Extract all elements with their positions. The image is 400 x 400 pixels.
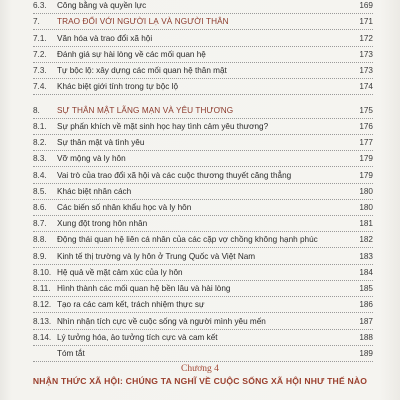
toc-entry	[0, 0, 400, 14]
toc-page: 176	[359, 122, 373, 131]
toc-page: 180	[359, 187, 373, 196]
toc-entry	[0, 249, 400, 265]
toc-page: 181	[359, 219, 373, 228]
toc-number: 8.3.	[33, 154, 47, 163]
toc-number: 7.4.	[33, 82, 47, 91]
toc-title: Động thái quan hệ liên cá nhân của các cặp vợ chồng không hạnh phúc	[57, 235, 318, 244]
toc-title: Đánh giá sự hài lòng về các mối quan hệ	[57, 50, 206, 59]
dotted-rule	[33, 247, 373, 248]
toc-title: Vỡ mộng và ly hôn	[57, 154, 126, 163]
toc-title: Tạo ra các cam kết, trách nhiệm thực sự	[57, 300, 205, 309]
chapter-heading	[0, 364, 400, 386]
toc-title: Tóm tắt	[57, 349, 85, 358]
toc-page: 175	[359, 106, 373, 115]
toc-title: Văn hóa và trao đổi xã hội	[57, 34, 153, 43]
toc-entry	[0, 14, 400, 30]
toc-number: 8.14.	[33, 333, 52, 342]
toc-page: 183	[359, 252, 373, 261]
toc-number: 6.3.	[33, 1, 47, 10]
toc-title: Kinh tế thị trường và ly hôn ở Trung Quốc và Việt Nam	[57, 252, 256, 261]
toc-number: 8.12.	[33, 300, 52, 309]
toc-title: Tự bộc lộ: xây dựng các mối quan hệ thân mật	[57, 66, 227, 75]
toc-entry	[0, 265, 400, 281]
toc-page: 173	[359, 50, 373, 59]
toc-entry	[0, 79, 400, 95]
toc-number: 8.5.	[33, 187, 47, 196]
toc-title: Xung đột trong hôn nhân	[57, 219, 148, 228]
toc-title: Sự phấn khích về mặt sinh học hay tình cảm yêu thương?	[57, 122, 269, 131]
toc-title: Khác biệt nhân cách	[57, 187, 132, 196]
toc-number: 8.9.	[33, 252, 47, 261]
dotted-rule	[33, 94, 373, 95]
toc-entry	[0, 119, 400, 135]
toc-entry	[0, 200, 400, 216]
toc-title: TRAO ĐỔI VỚI NGƯỜI LẠ VÀ NGƯỜI THÂN	[57, 17, 229, 26]
toc-page: 179	[359, 171, 373, 180]
toc-number: 8.11.	[33, 284, 51, 293]
toc-number: 7.1.	[33, 34, 47, 43]
toc-title: Vai trò của trao đổi xã hội và các cuộc thương thuyết căng thẳng	[57, 171, 292, 180]
toc-title: Nhìn nhận tích cực về cuộc sống và người mình yêu mến	[57, 317, 266, 326]
toc-page: 182	[359, 235, 373, 244]
toc-number: 7.2.	[33, 50, 47, 59]
toc-number: 8.8.	[33, 235, 47, 244]
toc-page: 172	[359, 34, 373, 43]
toc-number: 7.3.	[33, 66, 47, 75]
toc-page: 186	[359, 300, 373, 309]
toc-entry	[0, 184, 400, 200]
toc-entry	[0, 31, 400, 47]
toc-title: Lý tưởng hóa, ảo tưởng tích cực và cam kết	[57, 333, 218, 342]
chapter-label: Chương 4	[181, 364, 219, 374]
toc-title: Hệ quả về mặt cảm xúc của ly hôn	[57, 268, 183, 277]
toc-entry	[0, 103, 400, 119]
chapter-title: NHẬN THỨC XÃ HỘI: CHÚNG TA NGHĨ VỀ CUỘC SỐNG XÃ HỘI NHƯ THẾ NÀO	[32, 376, 368, 386]
toc-entry	[0, 232, 400, 248]
toc-entry	[0, 151, 400, 167]
toc-entry	[0, 168, 400, 184]
toc-number: 8.13.	[33, 317, 52, 326]
toc-page: 171	[359, 17, 373, 26]
toc-title: Sự thân mật và tình yêu	[57, 138, 145, 147]
dotted-rule	[33, 361, 373, 362]
dotted-rule	[33, 29, 373, 30]
toc-page: 173	[359, 66, 373, 75]
toc-page: 180	[359, 203, 373, 212]
toc-title: Các biến số nhân khẩu học và ly hôn	[57, 203, 192, 212]
dotted-rule	[33, 166, 373, 167]
toc-entry	[0, 135, 400, 151]
dotted-rule	[33, 312, 373, 313]
toc-number: 8.10.	[33, 268, 52, 277]
toc-entry	[0, 346, 400, 362]
toc-entry	[0, 63, 400, 79]
toc-title: Công bằng và quyền lực	[57, 1, 147, 10]
toc-page: 185	[359, 284, 373, 293]
toc-page: 174	[359, 82, 373, 91]
toc-page: 169	[359, 1, 373, 10]
toc-page: 184	[359, 268, 373, 277]
toc-entry	[0, 216, 400, 232]
toc-page: 177	[359, 138, 373, 147]
toc-number: 8.7.	[33, 219, 47, 228]
toc-entry	[0, 314, 400, 330]
toc-entry	[0, 297, 400, 313]
toc-page: 189	[359, 349, 373, 358]
toc-number: 7.	[33, 17, 40, 26]
toc-title: Hình thành các mối quan hệ bền lâu và hài lòng	[57, 284, 231, 293]
toc-entry	[0, 281, 400, 297]
toc-page: 179	[359, 154, 373, 163]
toc-number: 8.4.	[33, 171, 47, 180]
toc-entry	[0, 330, 400, 346]
toc-number: 8.1.	[33, 122, 47, 131]
toc-title: SỰ THÂN MẬT LÃNG MẠN VÀ YÊU THƯƠNG	[57, 106, 234, 115]
toc-number: 8.6.	[33, 203, 47, 212]
toc-page: 187	[359, 317, 373, 326]
toc-page: 188	[359, 333, 373, 342]
toc-entry	[0, 47, 400, 63]
toc-title: Khác biệt giới tính trong tự bộc lộ	[57, 82, 178, 91]
toc-number: 8.2.	[33, 138, 47, 147]
toc-number: 8.	[33, 106, 40, 115]
